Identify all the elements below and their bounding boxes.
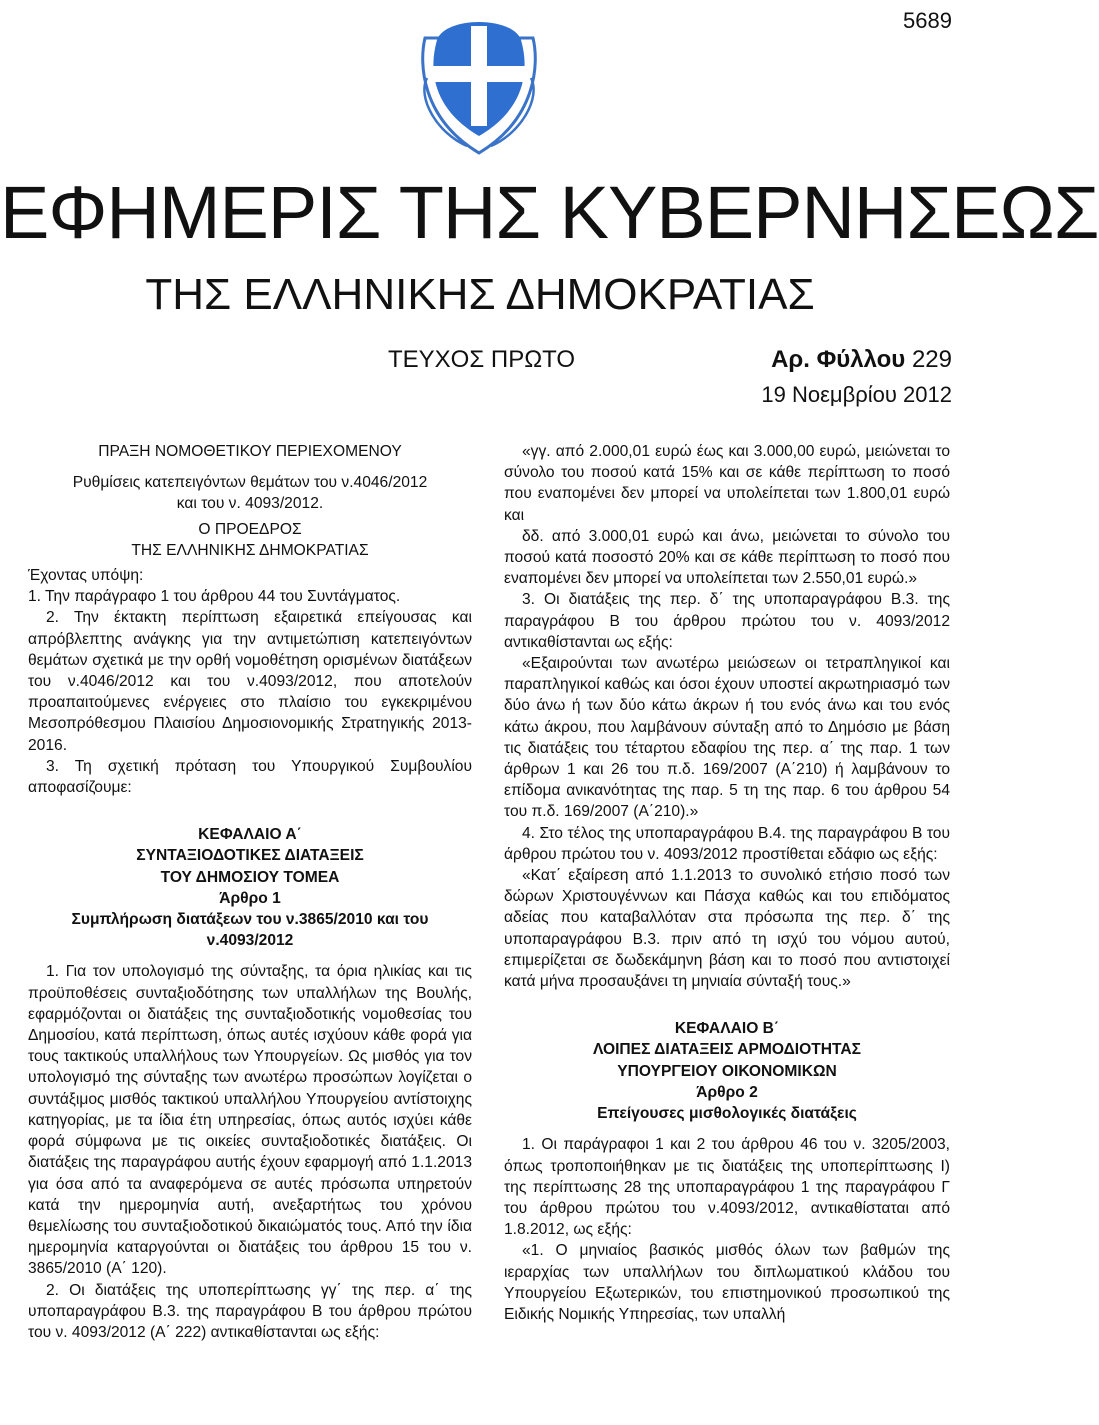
article-1-paragraph-3: 3. Οι διατάξεις της περ. δ΄ της υποπαραγράφου Β.3. της παραγράφου Β του άρθρου πρώτου του ν. 4093/2012 αντικαθίστανται ως εξής: xyxy=(504,591,950,651)
chapter-b-heading: ΚΕΦΑΛΑΙΟ Β΄ xyxy=(674,1020,780,1038)
page-number: 5689 xyxy=(903,8,952,33)
quote-exemptions: «Εξαιρούνται των ανωτέρω μειώσεων οι τετραπληγικοί και παραπληγικοί καθώς και όσοι έχουν υποστεί ακρωτηριασμό των δύο άνω ή των δύο κάτω άκρων ή του ενός άνω και του ενός κάτω άκρου, που λαμβάνουν σύνταξη από το Δημόσιο με βάση τις διατάξεις του τέταρτου εδαφίου της περ. α΄ της παρ. 1 των άρθρων 1 και 26 του π.δ. 169/2007 (Α΄210) ή λαμβάνουν το επίδομα ανικανότητας της παρ. 5 τη της παρ. 6 του άρθρου 54 του π.δ. 169/2007 (Α΄210).» xyxy=(504,655,950,821)
consideration-1: 1. Την παράγραφο 1 του άρθρου 44 του Συντάγματος. xyxy=(28,588,401,606)
consideration-2: 2. Την έκτακτη περίπτωση εξαιρετικά επείγουσας και απρόβλεπτης ανάγκης για την αντιμετώπιση κατεπειγόντων θεμάτων σχετικά με την ορθή νομοθέτηση ορισμένων διατάξεων του ν.4046/2012 και του ν.4093/2012, που αποτελούν προαπαιτούμενες ενέργειες στο πλαίσιο του εγκεκριμένου Μεσοπρόθεσμου Πλαισίου Δημοσιονομικής Στρατηγικής 2013-2016. xyxy=(28,609,472,754)
president-heading-1: Ο ΠΡΟΕΔΡΟΣ xyxy=(198,520,302,538)
act-title-line-1: Ρυθμίσεις κατεπειγόντων θεμάτων του ν.4046/2012 xyxy=(72,474,428,492)
quote-gg: «γγ. από 2.000,01 ευρώ έως και 3.000,00 ευρώ, μειώνεται το σύνολο του ποσού κατά 15% και σε κάθε περίπτωση το ποσό που εναπομένει δεν μπορεί να υπολείπεται των 1.800,01 ευρώ και xyxy=(504,443,950,524)
quote-dd: δδ. από 3.000,01 ευρώ και άνω, μειώνεται το σύνολο του ποσού κατά ποσοστό 20% και σε κάθε περίπτωση το ποσό που εναπομένει δεν μπορεί να υπολείπεται των 2.550,01 ευρώ.» xyxy=(504,527,950,588)
considering-label: Έχοντας υπόψη: xyxy=(28,567,144,585)
article-1-paragraph-2: 2. Οι διατάξεις της υποπερίπτωσης γγ΄ της περ. α΄ της υποπαραγράφου Β.3. της παραγράφου Β του άρθρου πρώτου του ν. 4093/2012 (Α΄ 222) αντικαθίστανται ως εξής: xyxy=(28,1281,472,1341)
chapter-b-title-2: ΥΠΟΥΡΓΕΙΟΥ ΟΙΚΟΝΟΜΙΚΩΝ xyxy=(617,1062,837,1080)
issue-type: ΤΕΥΧΟΣ ΠΡΩΤΟ xyxy=(388,346,576,373)
consideration-3: 3. Τη σχετική πρόταση του Υπουργικού Συμβουλίου αποφασίζουμε: xyxy=(28,757,472,797)
chapter-a-title-2: ΤΟΥ ΔΗΜΟΣΙΟΥ ΤΟΜΕΑ xyxy=(160,868,340,886)
act-title-line-2: και του ν. 4093/2012. xyxy=(176,495,324,513)
sheet-number: 229 xyxy=(911,346,952,373)
article-2-heading: Άρθρο 2 xyxy=(696,1083,758,1101)
article-1-title-1: Συμπλήρωση διατάξεων του ν.3865/2010 και του xyxy=(71,911,429,929)
issue-date: 19 Νοεμβρίου 2012 xyxy=(761,382,952,407)
gazette-subtitle: ΤΗΣ ΕΛΛΗΝΙΚΗΣ ΔΗΜΟΚΡΑΤΙΑΣ xyxy=(145,270,815,319)
act-type: ΠΡΑΞΗ ΝΟΜΟΘΕΤΙΚΟΥ ΠΕΡΙΕΧΟΜΕΝΟΥ xyxy=(98,443,402,460)
sheet-number-line xyxy=(771,345,952,375)
quote-exception: «Κατ΄ εξαίρεση από 1.1.2013 το συνολικό ετήσιο ποσό των δώρων Χριστουγέννων και Πάσχα καθώς και του επιδόματος αδείας που καταβαλλόταν στα πρόσωπα της περ. δ΄ της υποπαραγράφου Β.3. πριν από τη ισχύ του νόμου αυτού, επιμερίζεται σε δωδεκάμηνη βάση και το ποσό που αντιστοιχεί κατά μήνα προσαυξάνει τη μηνιαία σύνταξή τους.» xyxy=(504,867,950,991)
article-1-paragraph-1: 1. Για τον υπολογισμό της σύνταξης, τα όρια ηλικίας και τις προϋποθέσεις συνταξιοδότησης των υπαλλήλων της Βουλής, εφαρμόζονται οι διατάξεις της συνταξιοδοτικής νομοθεσίας του Δημοσίου, κατά περίπτωση, όπως αυτές ισχύουν κάθε φορά για τους τακτικούς υπαλλήλους των Υπουργείων. Ως μισθός για τον υπολογισμό της σύνταξης των ανωτέρω προσώπων λογίζεται ο συντάξιμος μισθός τακτικού υπαλλήλου Υπουργείου αντίστοιχης κατηγορίας, με τα ίδια έτη υπηρεσίας, όπως αυτός ισχύει κάθε φορά σύμφωνα με τις οικείες συνταξιοδοτικές διατάξεις. Οι διατάξεις της παραγράφου αυτής έχουν εφαρμογή από 1.1.2013 για όσα από τα αναφερόμενα σε αυτές πρόσωπα υπηρετούν κατά την ημερομηνία αυτή, ανεξαρτήτως του χρόνου θεμελίωσης του συνταξιοδοτικού δικαιώματός τους. Από την ίδια ημερομηνία καταργούνται οι διατάξεις του άρθρου 15 του ν. 3865/2010 (Α΄ 120). xyxy=(28,963,472,1278)
article-1-heading: Άρθρο 1 xyxy=(219,889,281,907)
right-column xyxy=(504,441,950,1325)
article-2-paragraph-1: 1. Οι παράγραφοι 1 και 2 του άρθρου 46 του ν. 3205/2003, όπως τροποποιήθηκαν με τις διατάξεις της υποπερίπτωσης Ι) της περίπτωσης 28 της υποπαραγράφου 1 της παραγράφου Γ του άρθρου πρώτου του ν.4093/2012, αντικαθίσταται από 1.8.2012, ως εξής: xyxy=(504,1136,950,1239)
greek-coat-of-arms-emblem xyxy=(417,8,542,158)
chapter-a-heading: ΚΕΦΑΛΑΙΟ Α΄ xyxy=(198,826,302,844)
article-1-title-2: ν.4093/2012 xyxy=(206,932,294,950)
article-2-title: Επείγουσες μισθολογικές διατάξεις xyxy=(597,1105,857,1123)
president-heading-2: ΤΗΣ ΕΛΛΗΝΙΚΗΣ ΔΗΜΟΚΡΑΤΙΑΣ xyxy=(131,541,369,559)
article-2-quote-1: «1. Ο μηνιαίος βασικός μισθός όλων των βαθμών της ιεραρχίας των υπαλλήλων του διπλωματικού κλάδου του Υπουργείου Εξωτερικών, του επιστημονικού προσωπικού της Ειδικής Νομικής Υπηρεσίας, των υπαλλή xyxy=(504,1242,950,1323)
gazette-title: ΕΦΗΜΕΡΙΣ ΤΗΣ ΚΥΒΕΡΝΗΣΕΩΣ xyxy=(0,171,1099,254)
article-1-paragraph-4: 4. Στο τέλος της υποπαραγράφου Β.4. της παραγράφου Β του άρθρου πρώτου του ν. 4093/2012 προστίθεται εδάφιο ως εξής: xyxy=(504,824,950,863)
sheet-label: Αρ. Φύλλου xyxy=(771,346,906,373)
chapter-b-title-1: ΛΟΙΠΕΣ ΔΙΑΤΑΞΕΙΣ ΑΡΜΟΔΙΟΤΗΤΑΣ xyxy=(592,1041,862,1059)
left-column xyxy=(28,441,472,1343)
chapter-a-title-1: ΣΥΝΤΑΞΙΟΔΟΤΙΚΕΣ ΔΙΑΤΑΞΕΙΣ xyxy=(136,847,364,865)
